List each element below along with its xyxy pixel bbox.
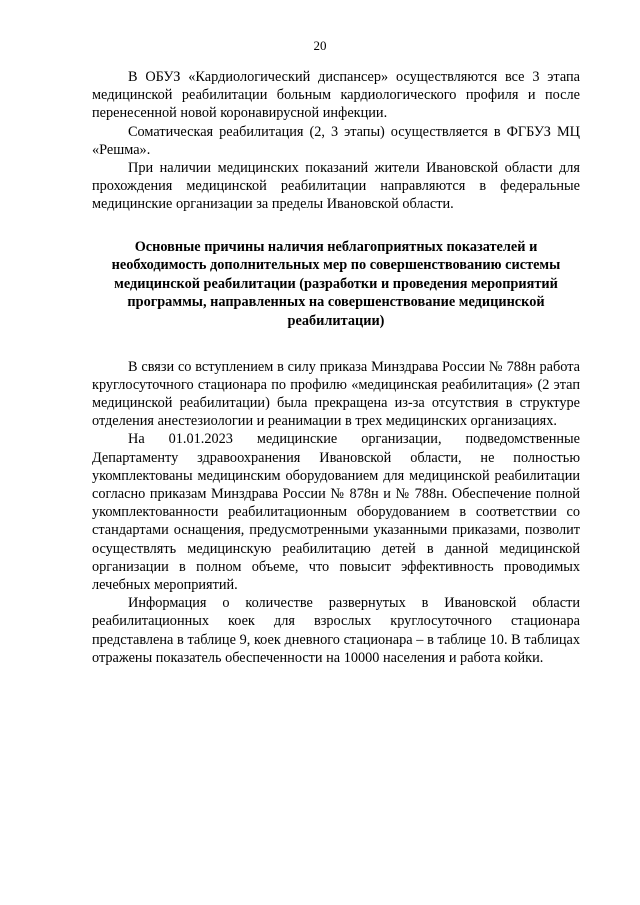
paragraph-somatic-rehab: Соматическая реабилитация (2, 3 этапы) осуществляется в ФГБУЗ МЦ «Решма».	[92, 123, 580, 158]
paragraph-federal-referral: При наличии медицинских показаний жители Ивановской области для прохождения медицинской реабилитации направляются в федеральные медицинские организации за пределы Ивановской области.	[92, 160, 580, 213]
section-heading: Основные причины наличия неблагоприятных показателей и необходимость дополнительных мер по совершенствованию системы медицинской реабилитации (разработки и проведения мероприятий программы, направленных на совершенствование медицинской реабилитации)	[111, 238, 561, 329]
paragraph-kardio-dispanser: В ОБУЗ «Кардиологический диспансер» осуществляются все 3 этапа медицинской реабилитации больным кардиологического профиля и после перенесенной новой коронавирусной инфекции.	[92, 69, 580, 122]
paragraph-order-788n: В связи со вступлением в силу приказа Минздрава России № 788н работа круглосуточного стационара по профилю «медицинская реабилитация» (2 этап медицинской реабилитации) была прекращена из-за отсутствия в структуре отделения анестезиологии и реанимации в трех медицинских организациях.	[92, 358, 580, 430]
document-body	[92, 68, 580, 667]
page-number: 20	[313, 38, 327, 53]
paragraph-equipment: На 01.01.2023 медицинские организации, подведомственные Департаменту здравоохранения Ивановской области, не полностью укомплектованы медицинским оборудованием для медицинской реабилитации согласно приказам Минздрава России № 878н и № 788н. Обеспечение полной укомплектованности реабилитационным оборудованием в соответствии со стандартами оснащения, предусмотренными указанными приказами, позволит осуществлять медицинскую реабилитацию детей в данной медицинской организации в полном объеме, что повысит эффективность проводимых лечебных мероприятий.	[92, 431, 580, 594]
paragraph-beds-info: Информация о количестве развернутых в Ивановской области реабилитационных коек для взрослых круглосуточного стационара представлена в таблице 9, коек дневного стационара – в таблице 10. В таблицах отражены показатель обеспеченности на 10000 населения и работа койки.	[92, 595, 580, 666]
